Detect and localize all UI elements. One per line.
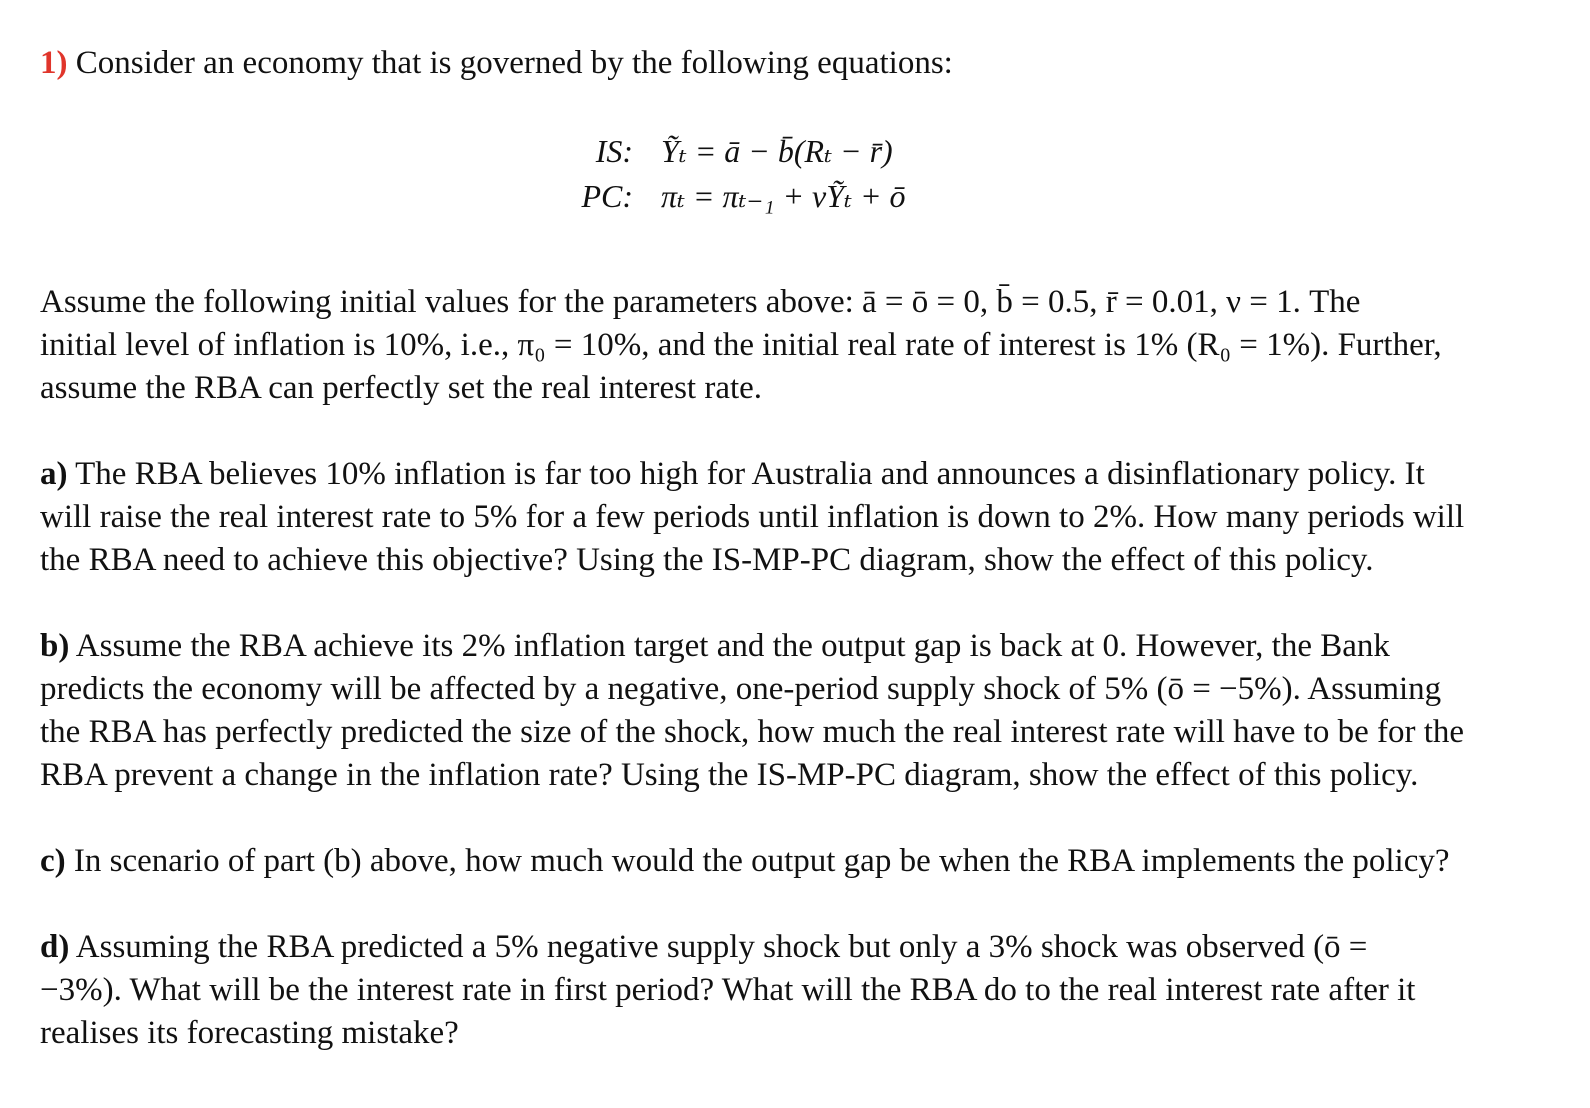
part-c bbox=[40, 840, 1550, 883]
part-c-label: c) bbox=[40, 843, 66, 879]
question-intro bbox=[40, 42, 1550, 85]
part-d-line bbox=[40, 926, 1550, 969]
part-a-label: a) bbox=[40, 456, 68, 492]
is-equation bbox=[40, 129, 1550, 174]
part-b-line: predicts the economy will be affected by a negative, one-period supply shock of 5% (ō = −5%). Assuming bbox=[40, 671, 1442, 707]
part-d-label: d) bbox=[40, 929, 70, 965]
part-a bbox=[40, 453, 1550, 582]
part-a-line: the RBA need to achieve this objective? Using the IS-MP-PC diagram, show the effect of this policy. bbox=[40, 542, 1374, 578]
assumptions-line: initial level of inflation is 10%, i.e., π₀ = 10%, and the initial real rate of interest is 1% (R₀ = 1%). Further, bbox=[40, 327, 1442, 363]
part-d-line: −3%). What will be the interest rate in first period? What will the RBA do to the real interest rate after it bbox=[40, 972, 1416, 1008]
assumptions-paragraph bbox=[40, 281, 1550, 410]
part-b-line: RBA prevent a change in the inflation rate? Using the IS-MP-PC diagram, show the effect of this policy. bbox=[40, 757, 1419, 793]
question-intro-text: Consider an economy that is governed by the following equations: bbox=[75, 45, 953, 81]
assumptions-line: Assume the following initial values for the parameters above: ā = ō = 0, b̄ = 0.5, r̄ = 0.01, ν = 1. The bbox=[40, 284, 1361, 320]
part-d bbox=[40, 926, 1550, 1055]
part-c-text: In scenario of part (b) above, how much would the output gap be when the RBA implements the policy? bbox=[65, 843, 1450, 879]
pc-equation-expression: πₜ = πₜ₋₁ + νỸₜ + ō bbox=[661, 178, 906, 214]
is-equation-tag: IS: bbox=[595, 133, 633, 169]
part-b-label: b) bbox=[40, 628, 70, 664]
part-b bbox=[40, 625, 1550, 797]
assumptions-line: assume the RBA can perfectly set the real interest rate. bbox=[40, 370, 763, 406]
part-d-line: realises its forecasting mistake? bbox=[40, 1015, 459, 1051]
is-equation-expression: Ỹₜ = ā − b̄(Rₜ − r̄) bbox=[661, 133, 893, 169]
pc-equation-tag: PC: bbox=[581, 178, 633, 214]
part-a-line bbox=[40, 453, 1550, 496]
problem-document bbox=[40, 42, 1550, 1055]
part-a-text: The RBA believes 10% inflation is far too high for Australia and announces a disinflationary policy. It bbox=[67, 456, 1425, 492]
part-b-line bbox=[40, 625, 1550, 668]
pc-equation bbox=[40, 174, 1550, 219]
question-number: 1) bbox=[40, 45, 68, 81]
part-c-line bbox=[40, 840, 1550, 883]
part-b-line: the RBA has perfectly predicted the size of the shock, how much the real interest rate will have to be for the bbox=[40, 714, 1465, 750]
equation-block bbox=[40, 129, 1550, 219]
part-a-line: will raise the real interest rate to 5% for a few periods until inflation is down to 2%. How many periods will bbox=[40, 499, 1465, 535]
part-d-text: Assuming the RBA predicted a 5% negative supply shock but only a 3% shock was observed (ō = bbox=[69, 929, 1368, 965]
part-b-text: Assume the RBA achieve its 2% inflation target and the output gap is back at 0. However, the Bank bbox=[69, 628, 1390, 664]
